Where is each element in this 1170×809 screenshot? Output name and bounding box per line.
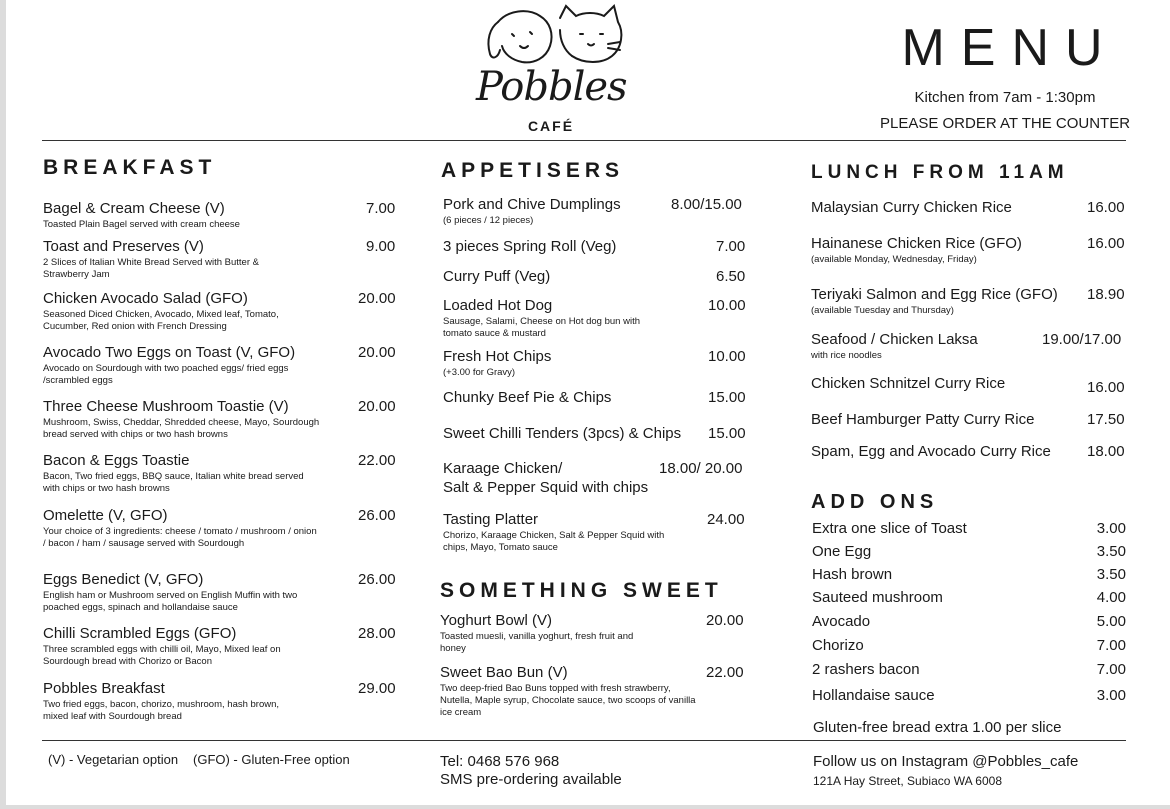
menu-item xyxy=(443,460,743,497)
menu-item xyxy=(43,200,396,231)
item-name: Sweet Chilli Tenders (3pcs) & Chips xyxy=(443,425,682,442)
something-sweet-title: SOMETHING SWEET xyxy=(440,579,723,602)
menu-item xyxy=(443,238,746,256)
menu-item xyxy=(43,571,396,614)
item-name: Karaage Chicken/ xyxy=(443,460,563,477)
appetisers-title: APPETISERS xyxy=(441,159,625,182)
item-desc: Toasted Plain Bagel served with cream cheese xyxy=(43,219,240,230)
footer-divider xyxy=(42,740,1126,741)
addon-price: 3.00 xyxy=(1096,520,1126,537)
item-desc: Seasoned Diced Chicken, Avocado, Mixed leaf, Tomato, Cucumber, Red onion with French Dressing xyxy=(43,309,279,332)
menu-item xyxy=(43,452,396,495)
gluten-free-legend: (GFO) - Gluten-Free option xyxy=(193,752,350,767)
breakfast-title: BREAKFAST xyxy=(43,156,217,179)
item-desc: Bacon, Two fried eggs, BBQ sauce, Italian white bread served with chips or two hash browns xyxy=(43,471,304,494)
item-name: Omelette (V, GFO) xyxy=(43,507,168,524)
item-name: Yoghurt Bowl (V) xyxy=(440,612,553,629)
addon-name: Avocado xyxy=(812,613,871,630)
item-name: Malaysian Curry Chicken Rice xyxy=(811,199,1012,216)
item-name: Sweet Bao Bun (V) xyxy=(440,664,568,681)
addon-price: 7.00 xyxy=(1096,661,1126,678)
item-price: 20.00 xyxy=(358,344,396,361)
item-name-line2: Salt & Pepper Squid with chips xyxy=(443,479,649,496)
item-price: 18.00/ 20.00 xyxy=(659,460,743,477)
item-desc: English ham or Mushroom served on English Muffin with two poached eggs, spinach and hollandaise sauce xyxy=(43,590,298,613)
menu-item xyxy=(811,199,1125,217)
page-edge-left xyxy=(0,0,6,809)
menu-item xyxy=(440,664,744,719)
menu-item xyxy=(43,290,396,333)
item-desc: Your choice of 3 ingredients: cheese / tomato / mushroom / onion / bacon / ham / sausage served with Sourdough xyxy=(43,526,317,549)
item-price: 16.00 xyxy=(1087,379,1125,396)
item-desc: (available Tuesday and Thursday) xyxy=(811,305,954,316)
item-desc: Two deep-fried Bao Buns topped with fresh strawberry, Nutella, Maple syrup, Chocolate sauce, two scoops of vanilla ice cream xyxy=(440,683,696,718)
addon-item xyxy=(812,637,1126,657)
item-price: 10.00 xyxy=(708,297,746,314)
addon-item xyxy=(812,566,1126,586)
lunch-title: LUNCH FROM 11AM xyxy=(811,162,1069,183)
vegetarian-legend: (V) - Vegetarian option xyxy=(48,752,179,767)
instagram-handle: Follow us on Instagram @Pobbles_cafe xyxy=(813,753,1079,770)
item-name: Fresh Hot Chips xyxy=(443,348,552,365)
menu-item xyxy=(43,507,396,550)
menu-item xyxy=(811,375,1125,396)
sms-note: SMS pre-ordering available xyxy=(440,771,622,788)
item-name: Spam, Egg and Avocado Curry Rice xyxy=(811,443,1051,460)
address: 121A Hay Street, Subiaco WA 6008 xyxy=(813,774,1003,788)
menu-item xyxy=(443,196,742,227)
item-name: Seafood / Chicken Laksa xyxy=(811,331,978,348)
item-desc: (6 pieces / 12 pieces) xyxy=(443,215,534,226)
gluten-free-note: Gluten-free bread extra 1.00 per slice xyxy=(813,719,1062,736)
item-name: Chunky Beef Pie & Chips xyxy=(443,389,612,406)
item-price: 22.00 xyxy=(358,452,396,469)
item-price: 9.00 xyxy=(366,238,396,255)
item-name: Chicken Avocado Salad (GFO) xyxy=(43,290,248,307)
addon-name: Extra one slice of Toast xyxy=(812,520,967,537)
item-name: Three Cheese Mushroom Toastie (V) xyxy=(43,398,289,415)
item-price: 16.00 xyxy=(1087,235,1125,252)
addon-price: 3.50 xyxy=(1096,543,1126,560)
addon-item xyxy=(812,661,1126,681)
item-price: 7.00 xyxy=(716,238,746,255)
logo-wordmark: Pobbles xyxy=(476,64,627,110)
item-desc: Toasted muesli, vanilla yoghurt, fresh fruit and honey xyxy=(440,631,634,654)
item-price: 20.00 xyxy=(358,398,396,415)
kitchen-hours: Kitchen from 7am - 1:30pm xyxy=(914,89,1096,106)
item-price: 15.00 xyxy=(708,389,746,406)
item-desc: Sausage, Salami, Cheese on Hot dog bun with tomato sauce & mustard xyxy=(443,316,640,339)
item-desc: Chorizo, Karaage Chicken, Salt & Pepper Squid with chips, Mayo, Tomato sauce xyxy=(443,530,665,553)
item-name: Avocado Two Eggs on Toast (V, GFO) xyxy=(43,344,296,361)
item-price: 18.00 xyxy=(1087,443,1125,460)
addon-item xyxy=(812,520,1126,540)
item-price: 22.00 xyxy=(706,664,744,681)
item-name: Chicken Schnitzel Curry Rice xyxy=(811,375,1006,392)
item-price: 16.00 xyxy=(1087,199,1125,216)
menu-item xyxy=(811,331,1122,362)
item-name: Curry Puff (Veg) xyxy=(443,268,551,285)
item-desc: Two fried eggs, bacon, chorizo, mushroom, hash brown, mixed leaf with Sourdough bread xyxy=(43,699,280,722)
menu-item xyxy=(443,389,746,407)
item-name: Hainanese Chicken Rice (GFO) xyxy=(811,235,1022,252)
item-name: Chilli Scrambled Eggs (GFO) xyxy=(43,625,237,642)
item-price: 20.00 xyxy=(706,612,744,629)
menu-item xyxy=(811,411,1125,429)
menu-item xyxy=(443,511,745,554)
addon-item xyxy=(812,543,1126,563)
item-name: Pork and Chive Dumplings xyxy=(443,196,621,213)
addon-name: 2 rashers bacon xyxy=(812,661,920,678)
item-price: 26.00 xyxy=(358,571,396,588)
item-price: 7.00 xyxy=(366,200,396,217)
addon-name: One Egg xyxy=(812,543,872,560)
menu-item xyxy=(43,344,396,387)
item-price: 17.50 xyxy=(1087,411,1125,428)
item-name: Pobbles Breakfast xyxy=(43,680,165,697)
item-price: 19.00/17.00 xyxy=(1042,331,1122,348)
menu-item xyxy=(811,235,1125,266)
item-name: Toast and Preserves (V) xyxy=(43,238,204,255)
cafe-logo xyxy=(468,4,638,136)
logo-cafe-label: CAFÉ xyxy=(527,118,575,134)
item-desc: (+3.00 for Gravy) xyxy=(443,367,516,378)
menu-item xyxy=(43,398,396,441)
addon-item xyxy=(812,687,1126,707)
item-name: Bacon & Eggs Toastie xyxy=(43,452,190,469)
menu-title: MENU xyxy=(901,19,1119,77)
addon-name: Sauteed mushroom xyxy=(812,589,943,606)
page-edge-bottom xyxy=(0,805,1170,809)
item-desc: Avocado on Sourdough with two poached eggs/ fried eggs /scrambled eggs xyxy=(43,363,289,386)
item-price: 20.00 xyxy=(358,290,396,307)
item-desc: (available Monday, Wednesday, Friday) xyxy=(811,254,977,265)
item-name: Eggs Benedict (V, GFO) xyxy=(43,571,204,588)
menu-item xyxy=(443,297,746,340)
addon-price: 3.50 xyxy=(1096,566,1126,583)
menu-item xyxy=(811,286,1125,317)
item-name: Bagel & Cream Cheese (V) xyxy=(43,200,225,217)
menu-item xyxy=(43,625,396,668)
addon-name: Hollandaise sauce xyxy=(812,687,935,704)
menu-item xyxy=(43,238,396,281)
item-desc: 2 Slices of Italian White Bread Served with Butter & Strawberry Jam xyxy=(43,257,259,280)
menu-item xyxy=(443,268,746,286)
item-name: Tasting Platter xyxy=(443,511,539,528)
item-price: 26.00 xyxy=(358,507,396,524)
addon-name: Hash brown xyxy=(812,566,893,583)
menu-item xyxy=(43,680,396,723)
addon-price: 5.00 xyxy=(1096,613,1126,630)
item-price: 6.50 xyxy=(716,268,746,285)
addon-item xyxy=(812,589,1126,609)
item-name: Teriyaki Salmon and Egg Rice (GFO) xyxy=(811,286,1058,303)
item-price: 18.90 xyxy=(1087,286,1125,303)
item-desc: Three scrambled eggs with chilli oil, Mayo, Mixed leaf on Sourdough bread with Chorizo or Bacon xyxy=(43,644,281,667)
item-desc: Mushroom, Swiss, Cheddar, Shredded cheese, Mayo, Sourdough bread served with chips or two hash browns xyxy=(43,417,320,440)
item-price: 10.00 xyxy=(708,348,746,365)
item-price: 8.00/15.00 xyxy=(671,196,742,213)
order-note: PLEASE ORDER AT THE COUNTER xyxy=(879,115,1131,132)
addon-price: 3.00 xyxy=(1096,687,1126,704)
item-price: 28.00 xyxy=(358,625,396,642)
menu-item xyxy=(440,612,744,655)
menu-item xyxy=(811,443,1125,461)
addon-price: 4.00 xyxy=(1096,589,1126,606)
addon-price: 7.00 xyxy=(1096,637,1126,654)
addon-item xyxy=(812,613,1126,633)
phone-number: Tel: 0468 576 968 xyxy=(440,753,560,770)
item-name: Loaded Hot Dog xyxy=(443,297,553,314)
add-ons-title: ADD ONS xyxy=(811,491,939,513)
menu-item xyxy=(443,425,746,443)
item-name: 3 pieces Spring Roll (Veg) xyxy=(443,238,617,255)
header-divider xyxy=(42,140,1126,141)
item-desc: with rice noodles xyxy=(811,350,882,361)
addon-name: Chorizo xyxy=(812,637,864,654)
menu-item xyxy=(443,348,746,379)
item-price: 29.00 xyxy=(358,680,396,697)
item-name: Beef Hamburger Patty Curry Rice xyxy=(811,411,1035,428)
item-price: 24.00 xyxy=(707,511,745,528)
item-price: 15.00 xyxy=(708,425,746,442)
